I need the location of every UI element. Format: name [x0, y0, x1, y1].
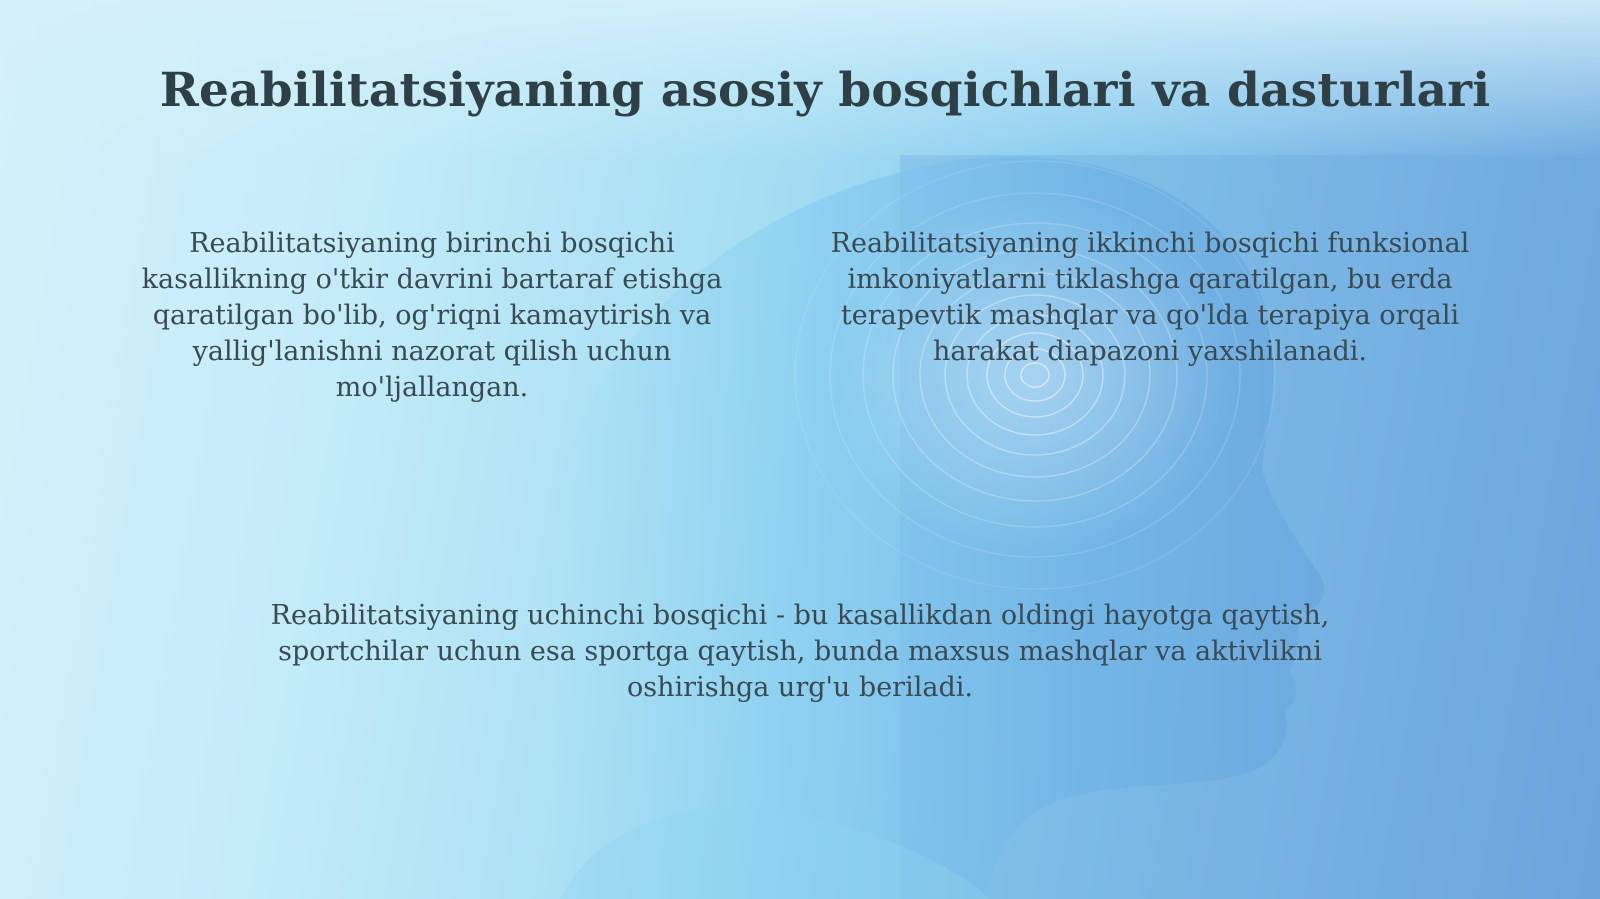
stage-two-text: Reabilitatsiyaning ikkinchi bosqichi funksional imkoniyatlarni tiklashga qaratilgan, bu erda terapevtik mashqlar va qo'lda terapiya orqali harakat diapazoni yaxshilanadi. [830, 228, 1470, 367]
stage-one-text: Reabilitatsiyaning birinchi bosqichi kasallikning o'tkir davrini bartaraf etishga qaratilgan bo'lib, og'riqni kamaytirish va yallig'lanishni nazorat qilish uchun mo'ljallangan. [141, 228, 723, 403]
stage-three-text: Reabilitatsiyaning uchinchi bosqichi - bu kasallikdan oldingi hayotga qaytish, sportchilar uchun esa sportga qaytish, bunda maxsus mashqlar va aktivlikni oshirishga urg'u beriladi. [270, 600, 1330, 703]
slide-title: Reabilitatsiyaning asosiy bosqichlari va dasturlari [159, 63, 1491, 118]
